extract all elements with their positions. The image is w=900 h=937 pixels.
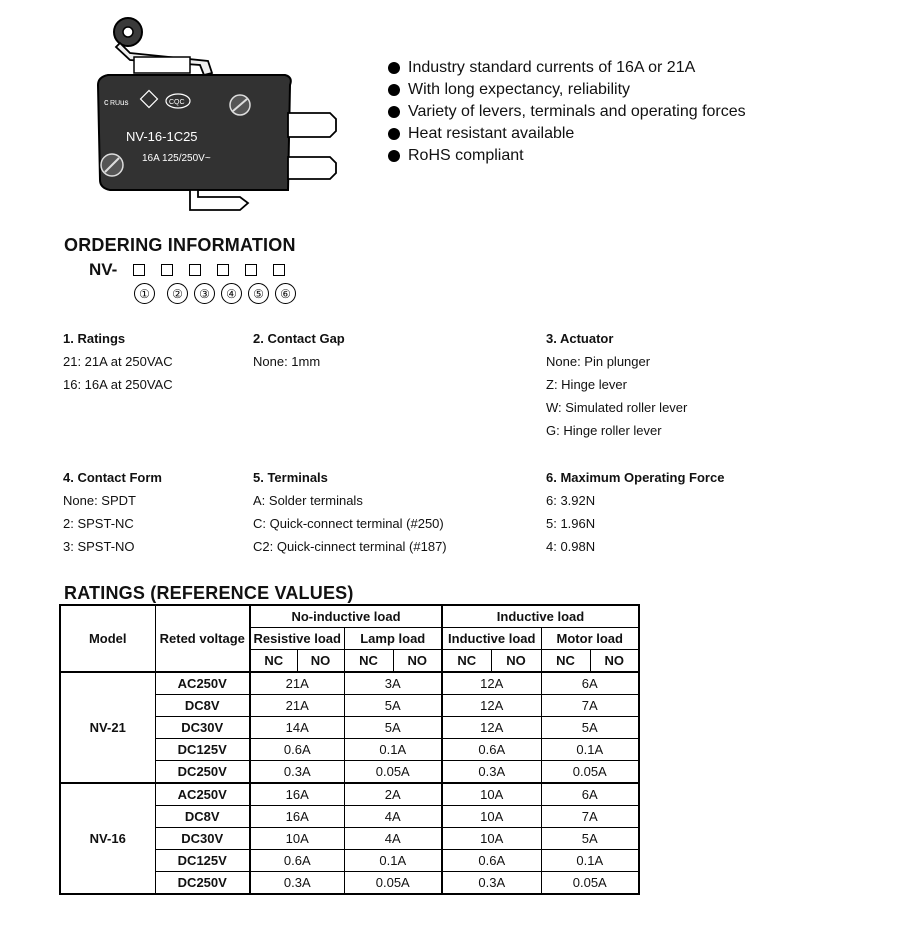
voltage-cell: DC125V bbox=[155, 850, 250, 872]
ordering-title: ORDERING INFORMATION bbox=[64, 235, 296, 255]
spec-row: C2: Quick-cinnect terminal (#187) bbox=[253, 539, 447, 554]
bullet-icon bbox=[388, 106, 400, 118]
voltage-cell: AC250V bbox=[155, 783, 250, 806]
inductive-cell: 0.3A bbox=[442, 872, 541, 895]
table-row bbox=[60, 672, 639, 695]
feature-item: Heat resistant available bbox=[388, 123, 746, 145]
terminal-upper bbox=[288, 113, 336, 137]
code-box-1 bbox=[133, 264, 145, 276]
voltage-cell: DC8V bbox=[155, 806, 250, 828]
spec-contact-gap bbox=[253, 327, 345, 373]
header-no: NO bbox=[297, 650, 344, 673]
lamp-cell: 0.1A bbox=[344, 850, 442, 872]
code-prefix: NV- bbox=[89, 260, 118, 279]
spec-title: 4. Contact Form bbox=[63, 470, 162, 485]
inductive-cell: 12A bbox=[442, 695, 541, 717]
lamp-cell: 4A bbox=[344, 806, 442, 828]
ratings-body bbox=[60, 672, 639, 894]
resistive-cell: 0.6A bbox=[250, 850, 344, 872]
spec-row: None: SPDT bbox=[63, 493, 136, 508]
voltage-cell: AC250V bbox=[155, 672, 250, 695]
bullet-icon bbox=[388, 128, 400, 140]
header-lamp: Lamp load bbox=[344, 628, 442, 650]
spec-row: 6: 3.92N bbox=[546, 493, 596, 508]
position-number: ⑤ bbox=[248, 283, 269, 304]
plunger bbox=[134, 57, 190, 73]
lamp-cell: 0.05A bbox=[344, 872, 442, 895]
spec-row: None: 1mm bbox=[253, 354, 321, 369]
spec-title: 1. Ratings bbox=[63, 331, 126, 346]
motor-cell: 6A bbox=[541, 672, 639, 695]
lamp-cell: 3A bbox=[344, 672, 442, 695]
lamp-cell: 5A bbox=[344, 695, 442, 717]
spec-row: C: Quick-connect terminal (#250) bbox=[253, 516, 444, 531]
spec-row: 4: 0.98N bbox=[546, 539, 596, 554]
motor-cell: 5A bbox=[541, 717, 639, 739]
header-nc: NC bbox=[344, 650, 393, 673]
spec-title: 5. Terminals bbox=[253, 470, 328, 485]
motor-cell: 0.05A bbox=[541, 761, 639, 784]
spec-contact-form bbox=[63, 466, 162, 558]
feature-item: Industry standard currents of 16A or 21A bbox=[388, 57, 746, 79]
motor-cell: 0.1A bbox=[541, 850, 639, 872]
bullet-icon bbox=[388, 84, 400, 96]
voltage-cell: DC30V bbox=[155, 717, 250, 739]
motor-cell: 7A bbox=[541, 695, 639, 717]
motor-cell: 0.1A bbox=[541, 739, 639, 761]
spec-row: Z: Hinge lever bbox=[546, 377, 627, 392]
header-no: NO bbox=[393, 650, 442, 673]
header-no: NO bbox=[491, 650, 541, 673]
resistive-cell: 21A bbox=[250, 695, 344, 717]
voltage-cell: DC125V bbox=[155, 739, 250, 761]
inductive-cell: 0.6A bbox=[442, 850, 541, 872]
spec-row: 16: 16A at 250VAC bbox=[63, 377, 173, 392]
cert-ru-mark: RU bbox=[110, 100, 121, 107]
inductive-cell: 10A bbox=[442, 783, 541, 806]
header-voltage: Reted voltage bbox=[155, 605, 250, 672]
header-inductive-load: Inductive load bbox=[442, 628, 541, 650]
spec-row: 21: 21A at 250VAC bbox=[63, 354, 173, 369]
feature-list bbox=[388, 57, 746, 167]
position-number: ① bbox=[134, 283, 155, 304]
spec-row: 3: SPST-NO bbox=[63, 539, 135, 554]
header-non-inductive: No-inductive load bbox=[250, 605, 442, 628]
terminal-bottom bbox=[190, 190, 248, 210]
spec-operating-force bbox=[546, 466, 724, 558]
cert-us-mark: us bbox=[120, 98, 129, 107]
voltage-cell: DC250V bbox=[155, 872, 250, 895]
ratings-title: RATINGS (REFERENCE VALUES) bbox=[64, 583, 354, 603]
voltage-cell: DC250V bbox=[155, 761, 250, 784]
position-number: ④ bbox=[221, 283, 242, 304]
code-box-2 bbox=[161, 264, 173, 276]
voltage-cell: DC8V bbox=[155, 695, 250, 717]
table-row bbox=[60, 783, 639, 806]
header-model: Model bbox=[60, 605, 155, 672]
resistive-cell: 0.3A bbox=[250, 761, 344, 784]
spec-row: 5: 1.96N bbox=[546, 516, 596, 531]
lamp-cell: 5A bbox=[344, 717, 442, 739]
motor-cell: 7A bbox=[541, 806, 639, 828]
inductive-cell: 10A bbox=[442, 828, 541, 850]
order-code bbox=[89, 260, 301, 280]
position-number: ⑥ bbox=[275, 283, 296, 304]
code-box-3 bbox=[189, 264, 201, 276]
ratings-header bbox=[60, 605, 639, 672]
feature-item: RoHS compliant bbox=[388, 145, 746, 167]
resistive-cell: 0.6A bbox=[250, 739, 344, 761]
motor-cell: 0.05A bbox=[541, 872, 639, 895]
resistive-cell: 10A bbox=[250, 828, 344, 850]
model-cell: NV-16 bbox=[60, 783, 155, 894]
resistive-cell: 16A bbox=[250, 783, 344, 806]
inductive-cell: 12A bbox=[442, 717, 541, 739]
header-resistive: Resistive load bbox=[250, 628, 344, 650]
header-no: NO bbox=[590, 650, 639, 673]
resistive-cell: 0.3A bbox=[250, 872, 344, 895]
spec-ratings bbox=[63, 327, 173, 396]
spec-row: 2: SPST-NC bbox=[63, 516, 134, 531]
bullet-icon bbox=[388, 62, 400, 74]
spec-row: G: Hinge roller lever bbox=[546, 423, 662, 438]
header-nc: NC bbox=[541, 650, 590, 673]
header-motor: Motor load bbox=[541, 628, 639, 650]
spec-title: 6. Maximum Operating Force bbox=[546, 470, 725, 485]
cert-c-mark: c bbox=[104, 97, 109, 107]
lamp-cell: 0.05A bbox=[344, 761, 442, 784]
header-nc: NC bbox=[442, 650, 491, 673]
lamp-cell: 0.1A bbox=[344, 739, 442, 761]
header-nc: NC bbox=[250, 650, 297, 673]
terminal-lower bbox=[288, 157, 336, 179]
spec-actuator bbox=[546, 327, 687, 442]
inductive-cell: 0.3A bbox=[442, 761, 541, 784]
lamp-cell: 4A bbox=[344, 828, 442, 850]
spec-title: 2. Contact Gap bbox=[253, 331, 345, 346]
spec-row: None: Pin plunger bbox=[546, 354, 651, 369]
position-number: ② bbox=[167, 283, 188, 304]
resistive-cell: 21A bbox=[250, 672, 344, 695]
resistive-cell: 14A bbox=[250, 717, 344, 739]
code-box-6 bbox=[273, 264, 285, 276]
voltage-cell: DC30V bbox=[155, 828, 250, 850]
feature-item: With long expectancy, reliability bbox=[388, 79, 746, 101]
model-cell: NV-21 bbox=[60, 672, 155, 783]
spec-row: W: Simulated roller lever bbox=[546, 400, 688, 415]
bullet-icon bbox=[388, 150, 400, 162]
motor-cell: 6A bbox=[541, 783, 639, 806]
spec-row: A: Solder terminals bbox=[253, 493, 363, 508]
code-box-5 bbox=[245, 264, 257, 276]
lamp-cell: 2A bbox=[344, 783, 442, 806]
motor-cell: 5A bbox=[541, 828, 639, 850]
ratings-table bbox=[59, 604, 640, 895]
microswitch-image bbox=[90, 5, 350, 215]
spec-title: 3. Actuator bbox=[546, 331, 614, 346]
body-rating-text: 16A 125/250V~ bbox=[142, 153, 211, 164]
code-box-4 bbox=[217, 264, 229, 276]
position-number: ③ bbox=[194, 283, 215, 304]
header-inductive: Inductive load bbox=[442, 605, 639, 628]
feature-item: Variety of levers, terminals and operating forces bbox=[388, 101, 746, 123]
body-model-text: NV-16-1C25 bbox=[126, 129, 198, 144]
spec-terminals bbox=[253, 466, 447, 558]
inductive-cell: 0.6A bbox=[442, 739, 541, 761]
code-position-numbers bbox=[134, 283, 302, 304]
resistive-cell: 16A bbox=[250, 806, 344, 828]
inductive-cell: 12A bbox=[442, 672, 541, 695]
cert-cqc-mark: CQC bbox=[169, 99, 185, 106]
inductive-cell: 10A bbox=[442, 806, 541, 828]
